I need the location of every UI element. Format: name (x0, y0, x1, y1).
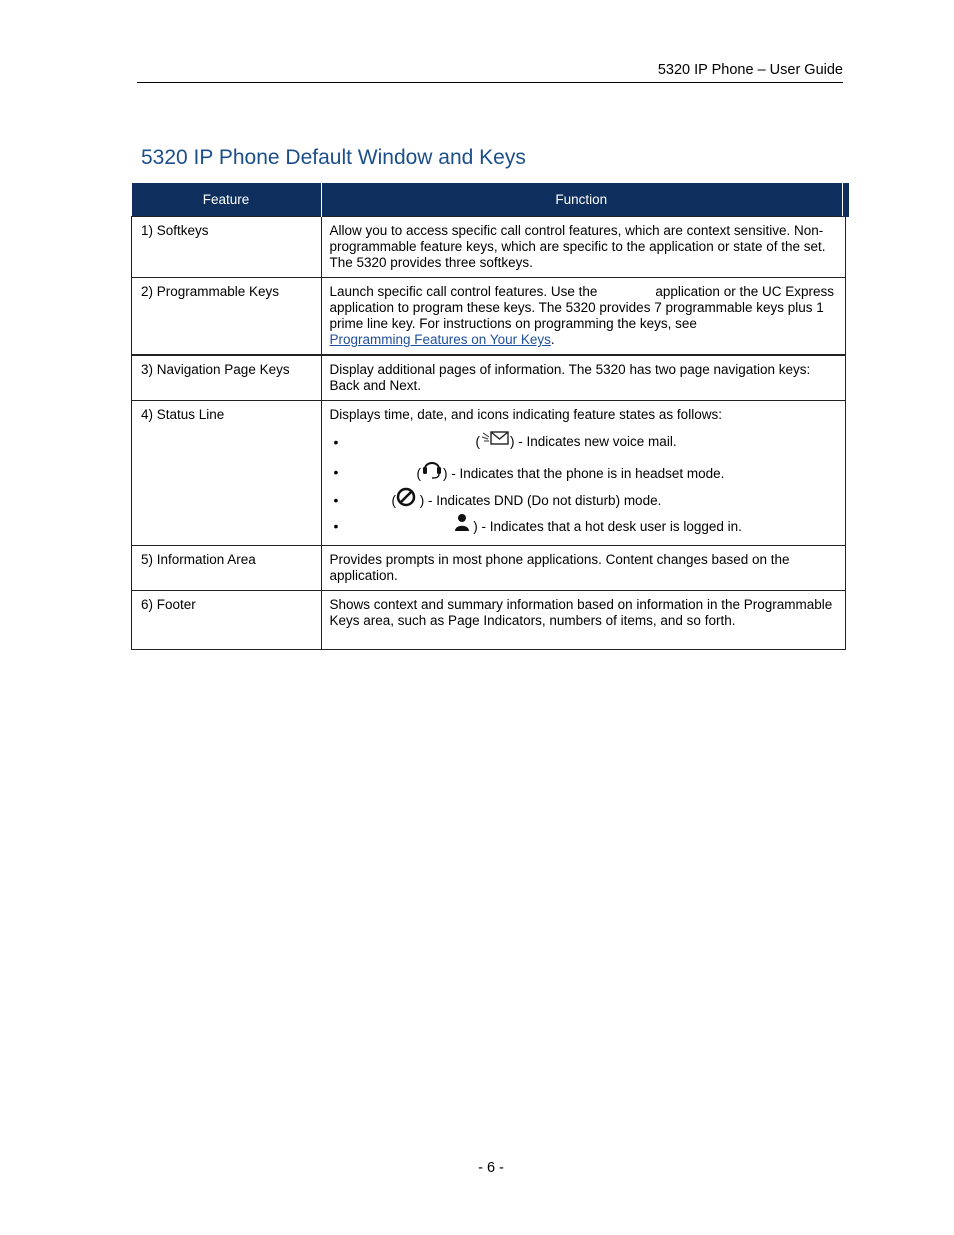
feature-table (131, 183, 849, 650)
bullet-text: - Indicates that the phone is in headset mode. (451, 466, 725, 482)
table-header-row (132, 183, 846, 217)
column-header-feature: Feature (132, 183, 322, 217)
status-icon-list (330, 429, 837, 539)
do-not-disturb-icon (396, 487, 416, 516)
list-item: • ) - Indicates that a hot desk user is logged in. (330, 513, 837, 539)
list-item: • ( ) - Indicates DND (Do not disturb) mode. (330, 487, 837, 513)
function-text-part1: Launch specific call control features. Use the (329, 284, 598, 299)
table-row (132, 278, 846, 356)
table-row (132, 401, 846, 546)
function-cell: Shows context and summary information based on information in the Programmable Keys area, such as Page Indicators, numbers of items, and so forth. (321, 591, 845, 650)
function-cell: Launch specific call control features. Use the application or the UC Express application to program these keys. The 5320 provides 7 programmable keys plus 1 prime line key. For instructions on programming the keys, see Programming Features on Your Keys. (321, 278, 845, 356)
status-line-intro: Displays time, date, and icons indicating feature states as follows: (329, 407, 722, 422)
section-title: 5320 IP Phone Default Window and Keys (141, 146, 526, 169)
feature-cell: 2) Programmable Keys (132, 278, 322, 356)
feature-cell: 3) Navigation Page Keys (132, 355, 322, 401)
function-text-part2: application or the UC Express application to program these keys. The 5320 provides 7 programmable keys plus 1 prime line key. For instructions on programming the keys, see (329, 284, 834, 331)
feature-cell: 4) Status Line (132, 401, 322, 546)
function-cell: Provides prompts in most phone applications. Content changes based on the application. (321, 546, 845, 591)
table-row (132, 546, 846, 591)
table-row (132, 217, 846, 278)
table-row (132, 591, 846, 650)
list-item: • ( ) - Indicates new voice mail. (330, 429, 837, 455)
bullet-text: - Indicates DND (Do not disturb) mode. (428, 493, 662, 509)
running-header: 5320 IP Phone – User Guide (137, 62, 843, 83)
bullet-text: - Indicates that a hot desk user is logged in. (481, 519, 742, 535)
hot-desk-user-icon (454, 513, 470, 542)
feature-cell: 1) Softkeys (132, 217, 322, 278)
function-cell: Display additional pages of information. The 5320 has two page navigation keys: Back and Next. (321, 355, 845, 401)
voice-mail-icon (480, 429, 510, 456)
column-header-function: Function (321, 183, 845, 217)
feature-cell: 6) Footer (132, 591, 322, 650)
function-cell (321, 401, 845, 546)
function-cell: Allow you to access specific call control features, which are context sensitive. Non-programmable feature keys, which are specific to the application or state of the set. The 5320 provides three softkeys. (321, 217, 845, 278)
list-item: • ( ) - Indicates that the phone is in headset mode. (330, 455, 837, 487)
table-row (132, 355, 846, 401)
bullet-text: - Indicates new voice mail. (518, 434, 677, 450)
feature-cell: 5) Information Area (132, 546, 322, 591)
page-number: - 6 - (478, 1160, 504, 1176)
programming-features-link[interactable]: Programming Features on Your Keys (329, 332, 551, 347)
